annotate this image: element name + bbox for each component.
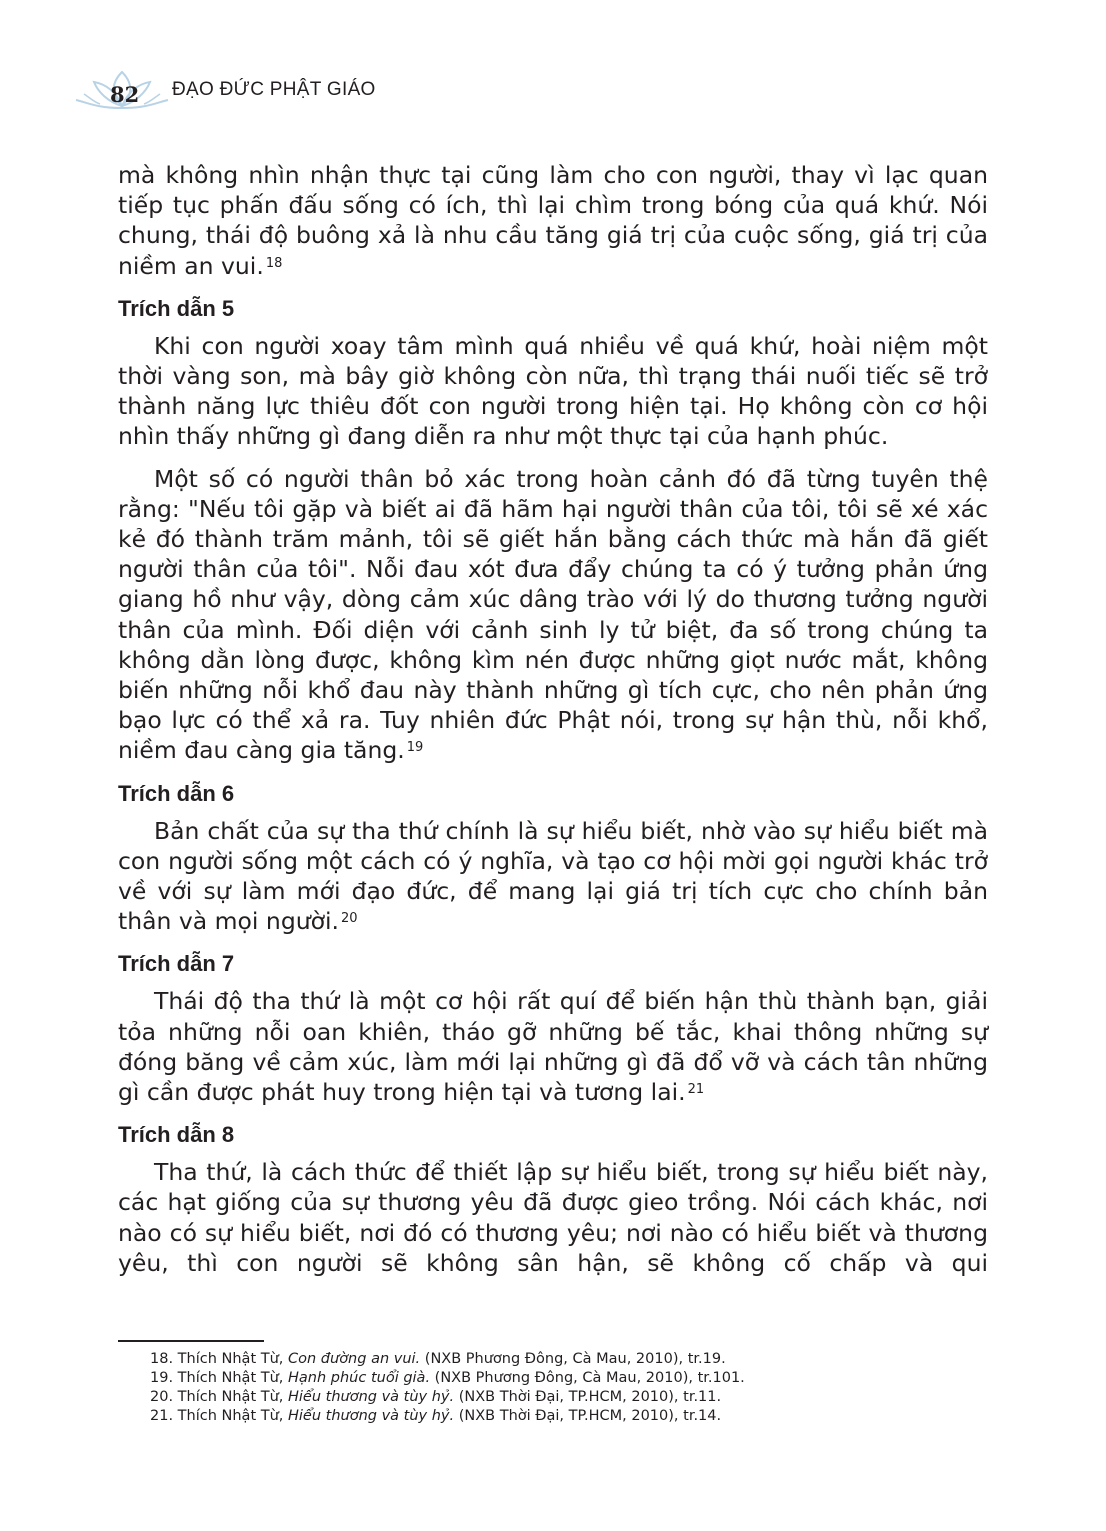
section-heading: Trích dẫn 7 (118, 951, 235, 977)
footnote-ref: 19 (406, 740, 424, 756)
footnote-author: 21. Thích Nhật Từ, (150, 1408, 288, 1424)
running-title: ĐẠO ĐỨC PHẬT GIÁO (172, 79, 376, 100)
footnote-title: Hiểu thương và tùy hỷ. (288, 1389, 455, 1405)
paragraph (118, 464, 988, 766)
section-heading: Trích dẫn 8 (118, 1122, 235, 1148)
paragraph-text: Bản chất của sự tha thứ chính là sự hiểu biết, nhờ vào sự hiểu biết mà con người sống một cách có ý nghĩa, và tạo cơ hội mời gọi người khác trở về với sự làm mới đạo đức, để mang lại giá trị tích cực cho chính bản thân và mọi người. (118, 816, 988, 936)
footnote-publisher: (NXB Thời Đại, TP.HCM, 2010), tr.11. (454, 1389, 722, 1405)
footnote-publisher: (NXB Phương Đông, Cà Mau, 2010), tr.101. (430, 1370, 745, 1386)
footnote-publisher: (NXB Phương Đông, Cà Mau, 2010), tr.19. (420, 1351, 726, 1367)
paragraph: Tha thứ, là cách thức để thiết lập sự hiểu biết, trong sự hiểu biết này, các hạt giống của sự thương yêu đã được gieo trồng. Nói cách khác, nơi nào có sự hiểu biết, nơi đó có thương yêu; nơi nào có hiểu biết và thương yêu, thì con người sẽ không sân hận, sẽ không cố chấp và qui (118, 1158, 988, 1277)
footnote-title: Con đường an vui. (288, 1351, 421, 1367)
page-number: 82 (110, 82, 140, 107)
paragraph (118, 160, 988, 281)
footnotes (150, 1350, 950, 1426)
footnote-author: 19. Thích Nhật Từ, (150, 1370, 288, 1386)
paragraph (118, 816, 988, 937)
footnote (150, 1407, 950, 1426)
main-text (118, 160, 988, 1278)
paragraph: Khi con người xoay tâm mình quá nhiều về quá khứ, hoài niệm một thời vàng son, mà bây giờ không còn nữa, thì trạng thái nuối tiếc sẽ trở thành năng lực thiêu đốt con người trong hiện tại. Họ không còn cơ hội nhìn thấy những gì đang diễn ra như một thực tại của hạnh phúc. (118, 331, 988, 451)
section-heading: Trích dẫn 6 (118, 780, 235, 806)
page-header (72, 68, 472, 118)
footnote-title: Hạnh phúc tuổi già. (288, 1370, 431, 1386)
footnote-ref: 18 (265, 255, 283, 271)
footnote-divider (118, 1340, 264, 1342)
footnote-title: Hiểu thương và tùy hỷ. (288, 1408, 455, 1424)
footnote-publisher: (NXB Thời Đại, TP.HCM, 2010), tr.14. (454, 1408, 722, 1424)
footnote (150, 1369, 950, 1388)
footnote (150, 1388, 950, 1407)
footnote-ref: 20 (341, 911, 358, 927)
paragraph-text: mà không nhìn nhận thực tại cũng làm cho con người, thay vì lạc quan tiếp tục phấn đấu sống có ích, thì lại chìm trong bóng của quá khứ. Nói chung, thái độ buông xả là nhu cầu tăng giá trị của cuộc sống, giá trị của niềm an vui. (118, 161, 988, 280)
footnote-author: 20. Thích Nhật Từ, (150, 1389, 288, 1405)
footnote (150, 1350, 950, 1369)
section-heading: Trích dẫn 5 (118, 295, 235, 321)
paragraph-text: Thái độ tha thứ là một cơ hội rất quí để biến hận thù thành bạn, giải tỏa những nỗi oan khiên, tháo gỡ những bế tắc, khai thông những sự đóng băng về cảm xúc, làm mới lại những gì đã đổ vỡ và cách tân những gì cần được phát huy trong hiện tại và tương lai. (118, 987, 988, 1107)
paragraph-text: Một số có người thân bỏ xác trong hoàn cảnh đó đã từng tuyên thệ rằng: "Nếu tôi gặp và biết ai đã hãm hại người thân của tôi, tôi sẽ xé xác kẻ đó thành trăm mảnh, tôi sẽ giết hắn bằng cách thức mà hắn đã giết người thân của tôi". Nỗi đau xót đưa đẩy chúng ta có ý tưởng phản ứng giang hồ như vậy, dòng cảm xúc dâng trào với lý do thương tưởng người thân của mình. Đối diện với cảnh sinh ly tử biệt, đa số trong chúng ta không dằn lòng được, không kìm nén được những giọt nước mắt, không biến những nỗi khổ đau này thành những gì tích cực, cho nên phản ứng bạo lực có thể xả ra. Tuy nhiên đức Phật nói, trong sự hận thù, nỗi khổ, niềm đau càng gia tăng. (118, 464, 988, 765)
paragraph (118, 986, 988, 1107)
footnote-author: 18. Thích Nhật Từ, (150, 1351, 288, 1367)
footnote-ref: 21 (687, 1082, 705, 1098)
